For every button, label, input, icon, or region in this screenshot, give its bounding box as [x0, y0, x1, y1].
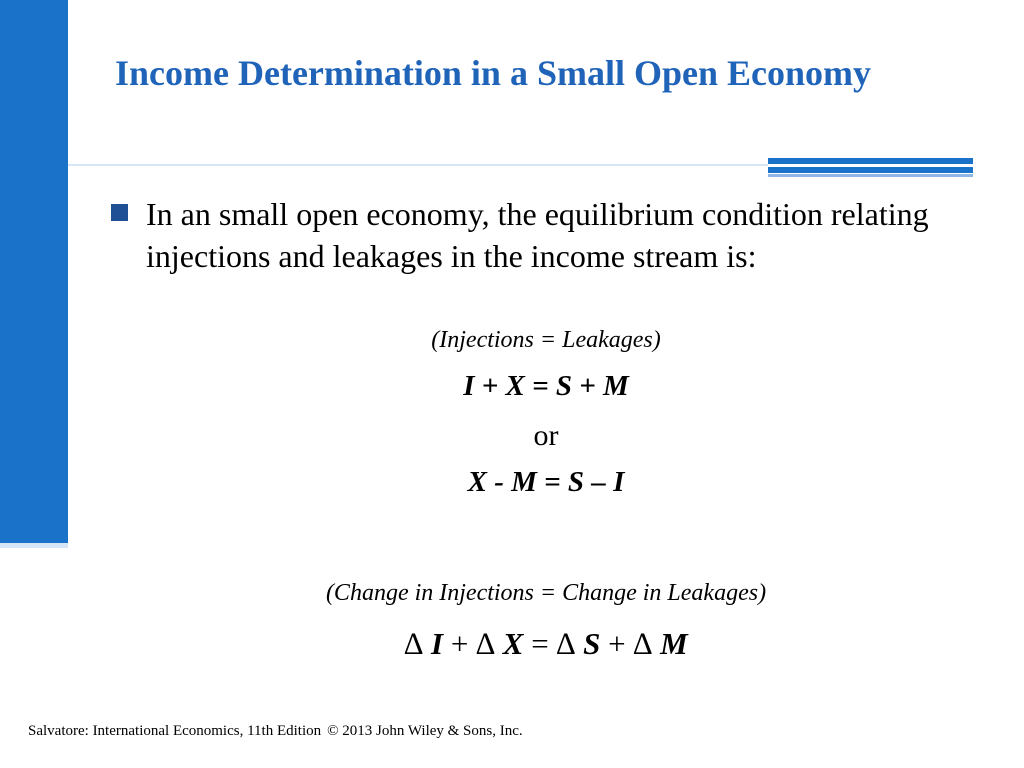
accent-bars — [768, 158, 973, 180]
title-divider — [68, 164, 768, 166]
accent-bar-bottom — [768, 174, 973, 177]
equals-sign: = — [531, 626, 549, 661]
equation-delta — [68, 622, 1024, 666]
accent-bar-top — [768, 158, 973, 164]
delta-symbol: ∆ — [625, 626, 653, 661]
variable-x: X — [495, 626, 532, 661]
left-accent-bar — [0, 0, 68, 543]
delta-symbol: ∆ — [404, 626, 424, 661]
caption-injections-leakages: (Injections = Leakages) — [431, 327, 661, 353]
variable-i: I — [423, 626, 451, 661]
footer-copyright: © 2013 John Wiley & Sons, Inc. — [327, 723, 523, 739]
slide-title: Income Determination in a Small Open Economy — [115, 53, 871, 93]
plus-sign: + — [450, 626, 469, 661]
bullet-square-icon — [111, 204, 128, 221]
or-connector: or — [533, 419, 559, 452]
footer-citation: Salvatore: International Economics, 11th Edition — [28, 723, 322, 739]
equation-injections-equal-leakages: I + X = S + M — [463, 370, 629, 402]
variable-s: S — [575, 626, 609, 661]
variable-m: M — [652, 626, 688, 661]
left-accent-bar-shadow — [0, 543, 68, 548]
bullet-text: In an small open economy, the equilibrium condition relating injections and leakages in the income stream is: — [146, 196, 929, 274]
slide-footer — [28, 723, 523, 740]
plus-sign: + — [608, 626, 626, 661]
accent-bar-middle — [768, 167, 973, 173]
caption-change-injections-leakages: (Change in Injections = Change in Leakages) — [325, 580, 767, 606]
delta-symbol: ∆ — [548, 626, 576, 661]
equation-net-exports: X - M = S – I — [467, 466, 625, 498]
delta-symbol: ∆ — [468, 626, 496, 661]
